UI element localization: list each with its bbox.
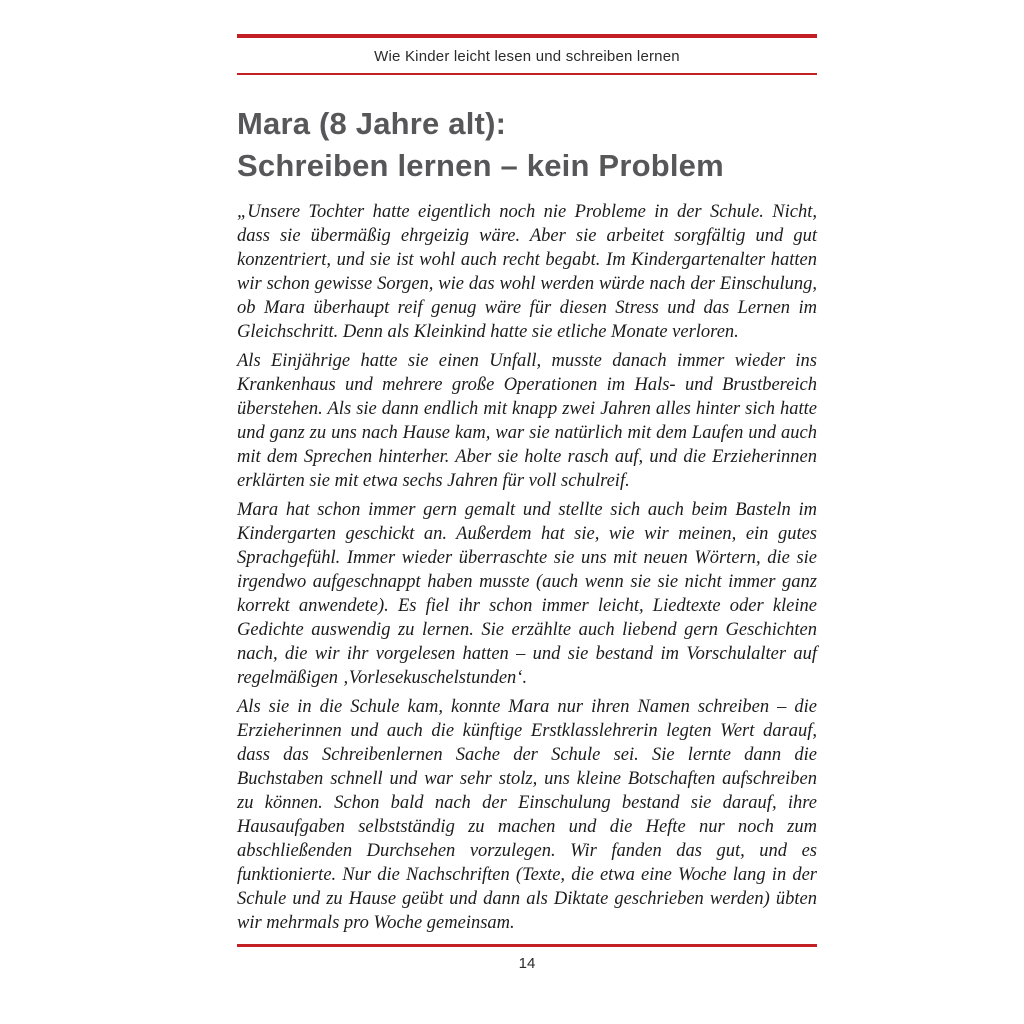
paragraph: Als Einjährige hatte sie einen Unfall, musste danach immer wieder ins Krankenhaus und mehrere große Operationen im Hals- und Brustbereich überstehen. Als sie dann endlich mit knapp zwei Jahren alles hinter sich hatte und ganz zu uns nach Hause kam, war sie natürlich mit dem Laufen und auch mit dem Sprechen hinterher. Aber sie holte rasch auf, und die Erzieherinnen erklärten sie mit etwa sechs Jahren für voll schulreif. [237,351,817,491]
top-rule [237,34,817,38]
body-text [237,200,817,935]
chapter-title-line2: Schreiben lernen – kein Problem [237,148,724,183]
page-number: 14 [518,955,536,972]
paragraph: „Unsere Tochter hatte eigentlich noch nie Probleme in der Schule. Nicht, dass sie übermäßig ehrgeizig wäre. Aber sie arbeitet sorgfältig und gut konzentriert, und sie ist wohl auch recht begabt. Im Kindergartenalter hatten wir schon gewisse Sorgen, wie das wohl werden würde nach der Einschulung, ob Mara überhaupt reif genug wäre für diesen Stress und das Lernen im Gleichschritt. Denn als Kleinkind hatte sie etliche Monate verloren. [237,202,817,342]
chapter-title [237,103,817,187]
paragraph: Als sie in die Schule kam, konnte Mara nur ihren Namen schreiben – die Erzieherinnen und auch die künftige Erstklasslehrerin legten Wert darauf, dass das Schreibenlernen Sache der Schule sei. Sie lernte dann die Buchstaben schnell und war sehr stolz, uns kleine Botschaften aufschreiben zu können. Schon bald nach der Einschulung bestand sie darauf, ihre Hausaufgaben selbstständig zu machen und die Hefte nur noch zum abschließenden Durchsehen vorzulegen. Wir fanden das gut, und es funktionierte. Nur die Nachschriften (Texte, die etwa eine Woche lang in der Schule und zu Hause geübt und dann als Diktate geschrieben werden) übten wir mehrmals pro Woche gemeinsam. [237,697,817,933]
header-rule [237,73,817,75]
running-header: Wie Kinder leicht lesen und schreiben lernen [374,48,680,65]
footer-rule [237,944,817,947]
paragraph: Mara hat schon immer gern gemalt und stellte sich auch beim Basteln im Kindergarten geschickt an. Außerdem hat sie, wie wir meinen, ein gutes Sprachgefühl. Immer wieder überraschte sie uns mit neuen Wörtern, die sie irgendwo aufgeschnappt haben musste (auch wenn sie sie nicht immer ganz korrekt anwendete). Es fiel ihr schon immer leicht, Liedtexte oder kleine Gedichte auswendig zu lernen. Sie erzählte auch liebend gern Geschichten nach, die wir ihr vorgelesen hatten – und sie bestand im Vorschulalter auf regelmäßigen ‚Vorlesekuschelstunden‘. [237,500,817,688]
page-content [237,0,817,1024]
page-footer [237,944,817,972]
chapter-title-line1: Mara (8 Jahre alt): [237,106,507,141]
